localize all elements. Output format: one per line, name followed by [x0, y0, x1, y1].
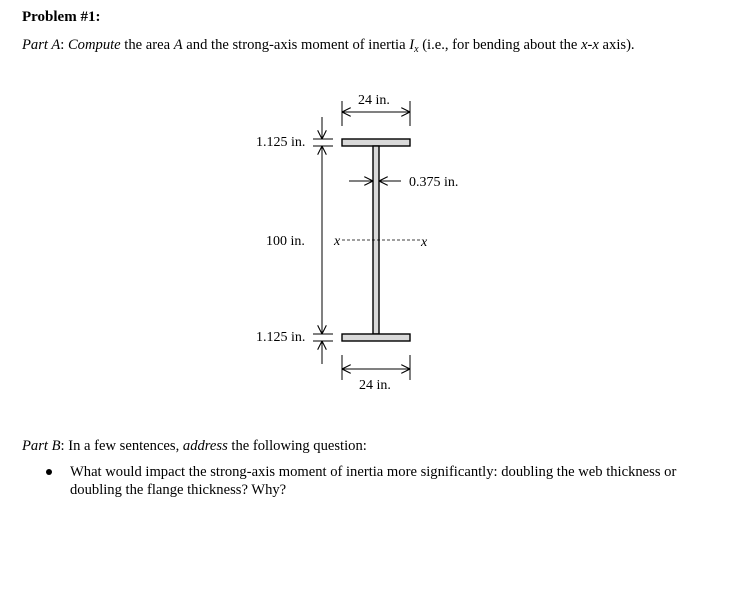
- area-variable: A: [173, 37, 183, 53]
- question-item: [46, 463, 706, 499]
- bottom-flange: [342, 334, 410, 341]
- inertia-subscript: x: [414, 44, 419, 55]
- question-text: What would impact the strong-axis moment of inertia more significantly: doubling the web thickness or doubling the flange thickness? Why?: [70, 464, 677, 498]
- top-flange-width-label: 24 in.: [358, 93, 390, 108]
- axis-label-left: x: [334, 234, 341, 249]
- top-flange: [342, 139, 410, 146]
- part-a-text-1: the area: [120, 37, 174, 53]
- axis-dash: -: [587, 37, 593, 53]
- bullet-icon: [46, 469, 52, 475]
- part-a-label: Part A: [22, 37, 61, 53]
- problem-title: Problem #1:: [22, 9, 101, 25]
- web-thickness-label: 0.375 in.: [409, 175, 459, 190]
- bottom-flange-width-label: 24 in.: [359, 378, 391, 393]
- part-a-verb: Compute: [67, 37, 121, 53]
- inertia-variable: I: [409, 37, 415, 53]
- axis-x1: x: [581, 37, 588, 53]
- axis-label-right: x: [421, 235, 428, 250]
- part-a-text-3: (i.e., for bending about the: [418, 37, 582, 53]
- part-b-text-2: the following question:: [227, 438, 367, 454]
- axis-x2: x: [592, 37, 599, 53]
- part-b-prompt: [22, 437, 367, 455]
- part-a-colon: :: [60, 37, 68, 53]
- part-a-text-4: axis).: [598, 37, 635, 53]
- part-b-text-1: : In a few sentences,: [60, 438, 183, 454]
- part-b-verb: address: [182, 438, 228, 454]
- top-flange-thickness-label: 1.125 in.: [256, 135, 306, 150]
- part-b-label: Part B: [22, 438, 61, 454]
- bottom-flange-thickness-label: 1.125 in.: [256, 330, 306, 345]
- web-depth-label: 100 in.: [266, 234, 305, 249]
- part-a-text-2: and the strong-axis moment of inertia: [182, 37, 410, 53]
- question-list: [46, 463, 706, 499]
